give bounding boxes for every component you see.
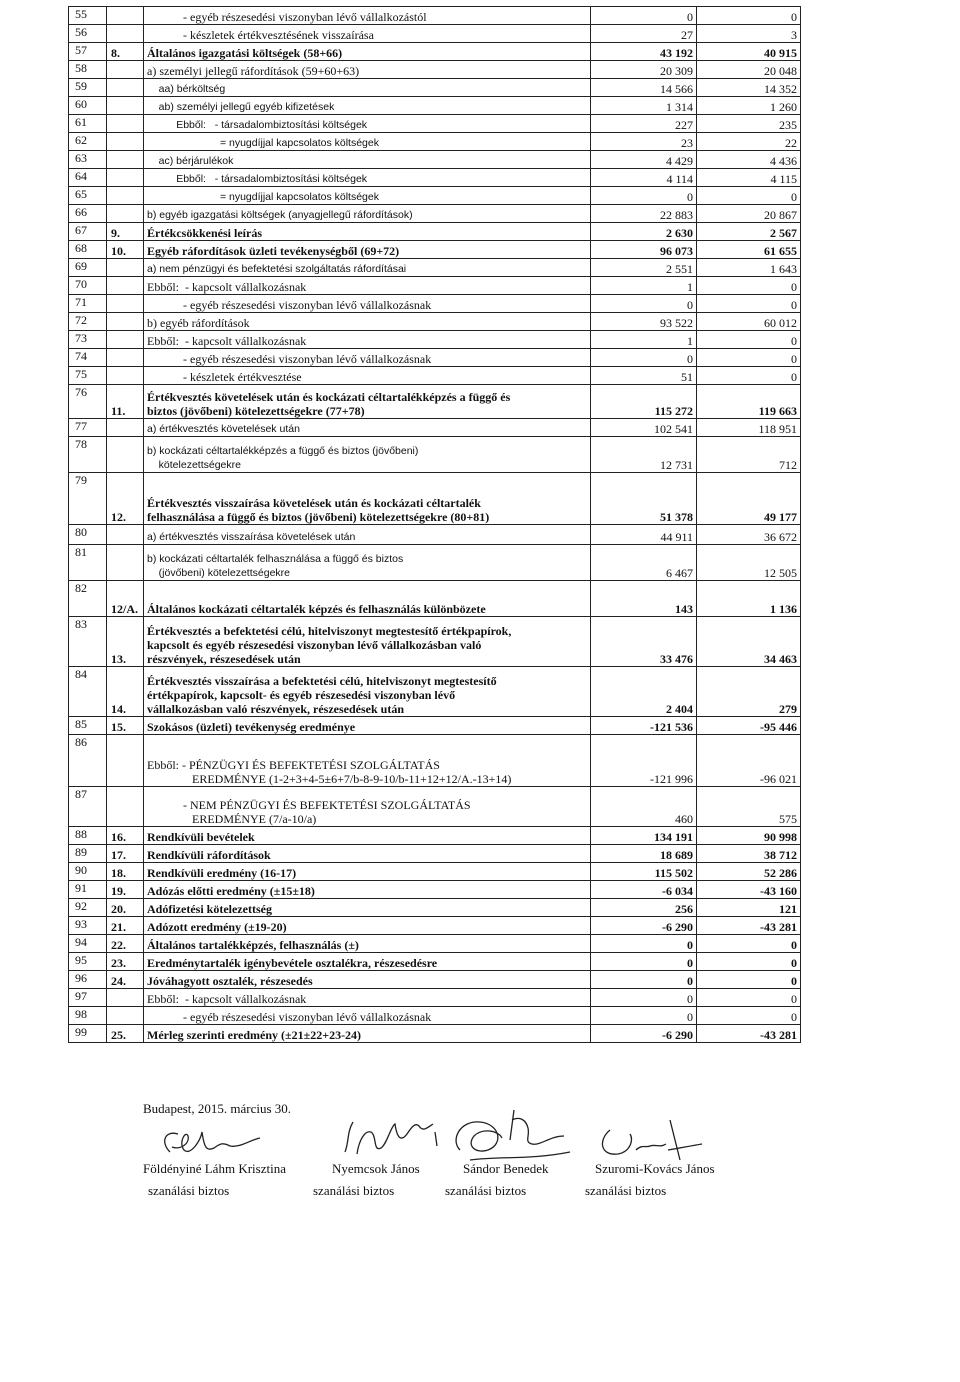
row-number: 61	[69, 115, 107, 133]
table-row	[69, 133, 801, 151]
value-previous-year: 6 467	[591, 545, 697, 581]
table-row	[69, 617, 801, 667]
row-number: 56	[69, 25, 107, 43]
item-number: 25.	[107, 1025, 144, 1043]
value-previous-year: 18 689	[591, 845, 697, 863]
item-label: Ebből: - kapcsolt vállalkozásnak	[144, 277, 591, 295]
value-current-year: 0	[697, 989, 801, 1007]
value-current-year: 0	[697, 7, 801, 25]
item-label: Általános igazgatási költségek (58+66)	[144, 43, 591, 61]
value-current-year: 1 260	[697, 97, 801, 115]
table-row	[69, 989, 801, 1007]
item-label: Értékcsökkenési leírás	[144, 223, 591, 241]
row-number: 70	[69, 277, 107, 295]
signatory-3-name: Sándor Benedek	[463, 1161, 549, 1176]
row-number: 55	[69, 7, 107, 25]
value-current-year: 52 286	[697, 863, 801, 881]
value-current-year: 4 436	[697, 151, 801, 169]
table-row	[69, 25, 801, 43]
table-row	[69, 7, 801, 25]
row-number: 90	[69, 863, 107, 881]
row-number: 76	[69, 385, 107, 419]
item-label: - NEM PÉNZÜGYI ÉS BEFEKTETÉSI SZOLGÁLTATÁS EREDMÉNYE (7/a-10/a)	[144, 787, 591, 827]
item-number	[107, 25, 144, 43]
item-label: Jóváhagyott osztalék, részesedés	[144, 971, 591, 989]
item-number	[107, 97, 144, 115]
table-row	[69, 223, 801, 241]
item-label: b) kockázati céltartalék felhasználása a függő és biztos (jövőbeni) kötelezettségekre	[144, 545, 591, 581]
value-previous-year: 0	[591, 971, 697, 989]
value-previous-year: 12 731	[591, 437, 697, 473]
value-previous-year: 115 272	[591, 385, 697, 419]
value-current-year: 1 643	[697, 259, 801, 277]
value-current-year: 22	[697, 133, 801, 151]
item-label: aa) bérköltség	[144, 79, 591, 97]
value-previous-year: 256	[591, 899, 697, 917]
table-row	[69, 1025, 801, 1043]
value-current-year: 235	[697, 115, 801, 133]
row-number: 80	[69, 525, 107, 545]
item-number	[107, 787, 144, 827]
value-current-year: 60 012	[697, 313, 801, 331]
value-current-year: 20 048	[697, 61, 801, 79]
table-row	[69, 917, 801, 935]
item-label: - egyéb részesedési viszonyban lévő vállalkozásnak	[144, 295, 591, 313]
value-previous-year: 0	[591, 349, 697, 367]
item-number: 18.	[107, 863, 144, 881]
item-number: 14.	[107, 667, 144, 717]
item-label: Értékvesztés követelések után és kockázati céltartalékképzés a függő és biztos (jövőbeni) kötelezettségekre (77+78)	[144, 385, 591, 419]
item-label: Általános tartalékképzés, felhasználás (±)	[144, 935, 591, 953]
item-number	[107, 331, 144, 349]
value-previous-year: 2 551	[591, 259, 697, 277]
item-label: - egyéb részesedési viszonyban lévő vállalkozásnak	[144, 1007, 591, 1025]
item-number: 8.	[107, 43, 144, 61]
item-label: Adózás előtti eredmény (±15±18)	[144, 881, 591, 899]
value-current-year: 49 177	[697, 473, 801, 525]
item-label: Ebből: - társadalombiztosítási költségek	[144, 115, 591, 133]
value-current-year: 38 712	[697, 845, 801, 863]
item-label: - készletek értékvesztésének visszaírása	[144, 25, 591, 43]
table-row	[69, 367, 801, 385]
value-current-year: 575	[697, 787, 801, 827]
signatory-2-name: Nyemcsok János	[332, 1161, 420, 1176]
table-row	[69, 97, 801, 115]
item-number	[107, 259, 144, 277]
row-number: 65	[69, 187, 107, 205]
row-number: 94	[69, 935, 107, 953]
signature-3	[440, 1100, 580, 1170]
item-number: 12/A.	[107, 581, 144, 617]
table-row	[69, 899, 801, 917]
signatory-3-role: szanálási biztos	[445, 1183, 527, 1198]
item-number	[107, 7, 144, 25]
value-current-year: 0	[697, 349, 801, 367]
item-number	[107, 295, 144, 313]
value-current-year: 36 672	[697, 525, 801, 545]
row-number: 97	[69, 989, 107, 1007]
value-previous-year: -6 290	[591, 917, 697, 935]
row-number: 64	[69, 169, 107, 187]
signature-1	[150, 1122, 280, 1162]
value-current-year: 0	[697, 295, 801, 313]
value-previous-year: 23	[591, 133, 697, 151]
row-number: 87	[69, 787, 107, 827]
item-label: - egyéb részesedési viszonyban lévő vállalkozástól	[144, 7, 591, 25]
row-number: 66	[69, 205, 107, 223]
item-number	[107, 205, 144, 223]
row-number: 88	[69, 827, 107, 845]
item-label: Ebből: - kapcsolt vállalkozásnak	[144, 331, 591, 349]
value-previous-year: 1	[591, 331, 697, 349]
row-number: 78	[69, 437, 107, 473]
value-current-year: 34 463	[697, 617, 801, 667]
item-number	[107, 115, 144, 133]
item-number: 20.	[107, 899, 144, 917]
table-row	[69, 151, 801, 169]
value-current-year: 0	[697, 187, 801, 205]
item-number	[107, 419, 144, 437]
value-previous-year: 0	[591, 1007, 697, 1025]
table-row	[69, 735, 801, 787]
value-current-year: 0	[697, 971, 801, 989]
row-number: 81	[69, 545, 107, 581]
value-current-year: 4 115	[697, 169, 801, 187]
item-number	[107, 61, 144, 79]
value-current-year: -43 281	[697, 917, 801, 935]
signatory-1-role: szanálási biztos	[148, 1183, 230, 1198]
item-label: - készletek értékvesztése	[144, 367, 591, 385]
item-number: 21.	[107, 917, 144, 935]
value-current-year: 40 915	[697, 43, 801, 61]
item-number	[107, 133, 144, 151]
value-current-year: 121	[697, 899, 801, 917]
value-previous-year: 20 309	[591, 61, 697, 79]
row-number: 62	[69, 133, 107, 151]
item-label: Értékvesztés visszaírása a befektetési célú, hitelviszonyt megtestesítő értékpapírok, kapcsolt- és egyéb részesedési viszonyban lévő vállalkozásban való részvények, részesedések után	[144, 667, 591, 717]
table-row	[69, 331, 801, 349]
table-row	[69, 349, 801, 367]
value-current-year: -43 281	[697, 1025, 801, 1043]
row-number: 75	[69, 367, 107, 385]
row-number: 59	[69, 79, 107, 97]
row-number: 60	[69, 97, 107, 115]
value-previous-year: 227	[591, 115, 697, 133]
value-current-year: 712	[697, 437, 801, 473]
item-number: 15.	[107, 717, 144, 735]
value-previous-year: 1	[591, 277, 697, 295]
value-previous-year: 0	[591, 187, 697, 205]
value-previous-year: 27	[591, 25, 697, 43]
value-previous-year: -121 996	[591, 735, 697, 787]
row-number: 96	[69, 971, 107, 989]
item-label: Rendkívüli eredmény (16-17)	[144, 863, 591, 881]
income-statement-table	[68, 6, 801, 1043]
table-row	[69, 295, 801, 313]
row-number: 71	[69, 295, 107, 313]
table-row	[69, 667, 801, 717]
value-current-year: 118 951	[697, 419, 801, 437]
value-previous-year: -6 034	[591, 881, 697, 899]
value-current-year: 1 136	[697, 581, 801, 617]
value-previous-year: 43 192	[591, 43, 697, 61]
row-number: 69	[69, 259, 107, 277]
table-row	[69, 953, 801, 971]
table-row	[69, 241, 801, 259]
item-number	[107, 349, 144, 367]
table-row	[69, 79, 801, 97]
item-label: Értékvesztés a befektetési célú, hitelviszonyt megtestesítő értékpapírok, kapcsolt és egyéb részesedési viszonyban lévő vállalkozásban való részvények, részesedések után	[144, 617, 591, 667]
item-number	[107, 989, 144, 1007]
item-label: Adófizetési kötelezettség	[144, 899, 591, 917]
value-current-year: 90 998	[697, 827, 801, 845]
row-number: 93	[69, 917, 107, 935]
value-previous-year: 134 191	[591, 827, 697, 845]
table-row	[69, 187, 801, 205]
item-number	[107, 169, 144, 187]
row-number: 85	[69, 717, 107, 735]
row-number: 99	[69, 1025, 107, 1043]
table-row	[69, 43, 801, 61]
item-number: 11.	[107, 385, 144, 419]
row-number: 72	[69, 313, 107, 331]
item-number: 22.	[107, 935, 144, 953]
value-current-year: 12 505	[697, 545, 801, 581]
value-previous-year: 93 522	[591, 313, 697, 331]
value-previous-year: 96 073	[591, 241, 697, 259]
value-current-year: 119 663	[697, 385, 801, 419]
item-label: ac) bérjárulékok	[144, 151, 591, 169]
value-previous-year: 143	[591, 581, 697, 617]
signature-2	[335, 1112, 450, 1162]
table-row	[69, 827, 801, 845]
value-current-year: -96 021	[697, 735, 801, 787]
value-current-year: 14 352	[697, 79, 801, 97]
item-number	[107, 525, 144, 545]
value-previous-year: 1 314	[591, 97, 697, 115]
table-row	[69, 419, 801, 437]
signatory-2-role: szanálási biztos	[313, 1183, 395, 1198]
item-label: - egyéb részesedési viszonyban lévő vállalkozásnak	[144, 349, 591, 367]
value-previous-year: -121 536	[591, 717, 697, 735]
item-label: Értékvesztés visszaírása követelések után és kockázati céltartalék felhasználása a függő és biztos (jövőbeni) kötelezettségekre (80+81)	[144, 473, 591, 525]
item-label: Adózott eredmény (±19-20)	[144, 917, 591, 935]
item-label: Egyéb ráfordítások üzleti tevékenységből (69+72)	[144, 241, 591, 259]
item-label: Ebből: - PÉNZÜGYI ÉS BEFEKTETÉSI SZOLGÁLTATÁS EREDMÉNYE (1-2+3+4-5±6+7/b-8-9-10/b-11+12+12/A.-13+14)	[144, 735, 591, 787]
table-row	[69, 385, 801, 419]
row-number: 74	[69, 349, 107, 367]
item-number	[107, 735, 144, 787]
item-label: ab) személyi jellegű egyéb kifizetések	[144, 97, 591, 115]
item-number: 23.	[107, 953, 144, 971]
table-row	[69, 881, 801, 899]
item-label: Rendkívüli bevételek	[144, 827, 591, 845]
row-number: 86	[69, 735, 107, 787]
value-previous-year: 51 378	[591, 473, 697, 525]
item-label: a) nem pénzügyi és befektetési szolgáltatás ráfordításai	[144, 259, 591, 277]
value-previous-year: 2 630	[591, 223, 697, 241]
value-previous-year: 0	[591, 7, 697, 25]
value-current-year: -43 160	[697, 881, 801, 899]
row-number: 89	[69, 845, 107, 863]
value-current-year: 20 867	[697, 205, 801, 223]
value-current-year: 279	[697, 667, 801, 717]
row-number: 58	[69, 61, 107, 79]
table-row	[69, 863, 801, 881]
value-previous-year: 102 541	[591, 419, 697, 437]
table-row	[69, 277, 801, 295]
value-previous-year: 14 566	[591, 79, 697, 97]
value-current-year: 0	[697, 367, 801, 385]
table-row	[69, 581, 801, 617]
row-number: 95	[69, 953, 107, 971]
value-current-year: 0	[697, 1007, 801, 1025]
row-number: 63	[69, 151, 107, 169]
item-number	[107, 545, 144, 581]
value-current-year: 3	[697, 25, 801, 43]
table-row	[69, 437, 801, 473]
row-number: 98	[69, 1007, 107, 1025]
table-row	[69, 259, 801, 277]
item-number: 13.	[107, 617, 144, 667]
table-row	[69, 313, 801, 331]
row-number: 67	[69, 223, 107, 241]
value-previous-year: 44 911	[591, 525, 697, 545]
item-number	[107, 151, 144, 169]
signatory-4-role: szanálási biztos	[585, 1183, 667, 1198]
value-previous-year: 2 404	[591, 667, 697, 717]
item-label: Eredménytartalék igénybevétele osztalékra, részesedésre	[144, 953, 591, 971]
value-previous-year: 22 883	[591, 205, 697, 223]
table-row	[69, 845, 801, 863]
item-number: 9.	[107, 223, 144, 241]
table-row	[69, 169, 801, 187]
item-number: 16.	[107, 827, 144, 845]
value-previous-year: 0	[591, 953, 697, 971]
item-label: Mérleg szerinti eredmény (±21±22+23-24)	[144, 1025, 591, 1043]
item-label: b) kockázati céltartalékképzés a függő és biztos (jövőbeni) kötelezettségekre	[144, 437, 591, 473]
value-previous-year: 33 476	[591, 617, 697, 667]
row-number: 57	[69, 43, 107, 61]
item-label: b) egyéb ráfordítások	[144, 313, 591, 331]
value-current-year: -95 446	[697, 717, 801, 735]
item-number	[107, 277, 144, 295]
value-previous-year: 0	[591, 295, 697, 313]
value-current-year: 0	[697, 277, 801, 295]
value-previous-year: 0	[591, 935, 697, 953]
table-body	[69, 7, 801, 1043]
table-row	[69, 473, 801, 525]
row-number: 84	[69, 667, 107, 717]
item-label: Rendkívüli ráfordítások	[144, 845, 591, 863]
item-label: = nyugdíjjal kapcsolatos költségek	[144, 133, 591, 151]
value-current-year: 61 655	[697, 241, 801, 259]
item-number: 12.	[107, 473, 144, 525]
item-number	[107, 79, 144, 97]
value-previous-year: 115 502	[591, 863, 697, 881]
value-previous-year: 4 114	[591, 169, 697, 187]
table-row	[69, 935, 801, 953]
place-date: Budapest, 2015. március 30.	[143, 1101, 292, 1116]
row-number: 77	[69, 419, 107, 437]
value-current-year: 0	[697, 331, 801, 349]
value-previous-year: 4 429	[591, 151, 697, 169]
row-number: 91	[69, 881, 107, 899]
item-number	[107, 437, 144, 473]
table-row	[69, 61, 801, 79]
row-number: 68	[69, 241, 107, 259]
item-number: 10.	[107, 241, 144, 259]
value-previous-year: 460	[591, 787, 697, 827]
item-label: Szokásos (üzleti) tevékenység eredménye	[144, 717, 591, 735]
table-row	[69, 1007, 801, 1025]
signature-4	[590, 1110, 710, 1165]
table-row	[69, 525, 801, 545]
item-label: = nyugdíjjal kapcsolatos költségek	[144, 187, 591, 205]
item-number	[107, 1007, 144, 1025]
item-label: a) értékvesztés követelések után	[144, 419, 591, 437]
table-row	[69, 787, 801, 827]
item-number: 17.	[107, 845, 144, 863]
table-row	[69, 717, 801, 735]
row-number: 73	[69, 331, 107, 349]
item-label: Ebből: - kapcsolt vállalkozásnak	[144, 989, 591, 1007]
item-number	[107, 367, 144, 385]
row-number: 82	[69, 581, 107, 617]
value-previous-year: 0	[591, 989, 697, 1007]
row-number: 79	[69, 473, 107, 525]
table-row	[69, 971, 801, 989]
item-label: a) értékvesztés visszaírása követelések után	[144, 525, 591, 545]
row-number: 83	[69, 617, 107, 667]
value-previous-year: -6 290	[591, 1025, 697, 1043]
table-row	[69, 545, 801, 581]
signatory-4-name: Szuromi-Kovács János	[595, 1161, 715, 1176]
item-label: a) személyi jellegű ráfordítások (59+60+63)	[144, 61, 591, 79]
signatory-1-name: Földényiné Láhm Krisztina	[143, 1161, 286, 1176]
value-current-year: 0	[697, 935, 801, 953]
table-row	[69, 115, 801, 133]
row-number: 92	[69, 899, 107, 917]
value-current-year: 0	[697, 953, 801, 971]
item-number	[107, 187, 144, 205]
item-label: Általános kockázati céltartalék képzés és felhasználás különbözete	[144, 581, 591, 617]
value-previous-year: 51	[591, 367, 697, 385]
item-label: Ebből: - társadalombiztosítási költségek	[144, 169, 591, 187]
item-number: 24.	[107, 971, 144, 989]
value-current-year: 2 567	[697, 223, 801, 241]
item-number: 19.	[107, 881, 144, 899]
item-label: b) egyéb igazgatási költségek (anyagjellegű ráfordítások)	[144, 205, 591, 223]
item-number	[107, 313, 144, 331]
table-row	[69, 205, 801, 223]
